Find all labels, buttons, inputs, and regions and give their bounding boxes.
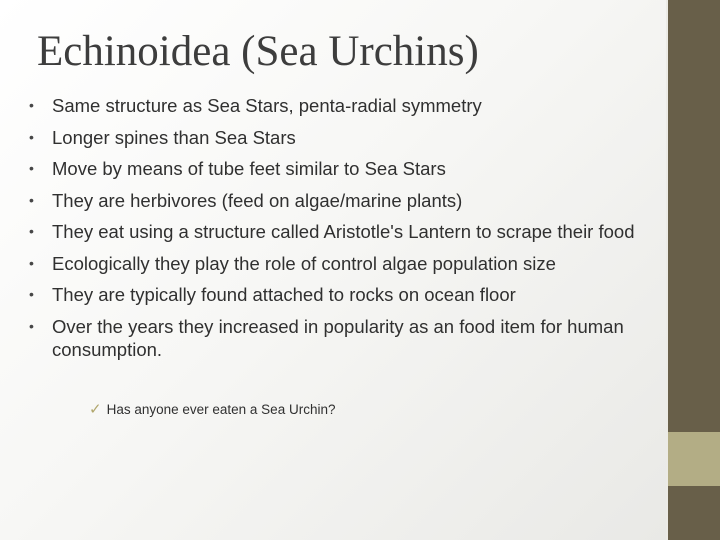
bullet-dot-icon: •: [29, 128, 34, 145]
bullet-item: [26, 157, 656, 180]
bullet-text: Ecologically they play the role of control algae population size: [52, 252, 556, 274]
bullet-dot-icon: •: [29, 97, 34, 113]
bullet-dot-icon: •: [29, 317, 34, 334]
sub-bullet-item: [89, 400, 649, 420]
bullet-dot-icon: •: [29, 286, 34, 302]
bullet-text: They eat using a structure called Aristotle's Lantern to scrape their food: [52, 221, 635, 242]
bullet-item: [26, 94, 656, 117]
bullet-item: [26, 189, 656, 212]
bullet-dot-icon: •: [29, 160, 34, 176]
bullet-item: [26, 220, 656, 243]
bullet-text: They are herbivores (feed on algae/marine plants): [52, 189, 463, 211]
bullet-text: Move by means of tube feet similar to Sea Stars: [52, 158, 446, 179]
bullet-item: [26, 283, 656, 306]
sub-bullet-text: Has anyone ever eaten a Sea Urchin?: [106, 402, 336, 417]
bullet-text: Over the years they increased in popularity as an food item for human consumption.: [52, 315, 624, 360]
bullet-text: Longer spines than Sea Stars: [52, 126, 296, 148]
bullet-item: [26, 252, 656, 275]
checkmark-icon: ✓: [89, 401, 102, 418]
slide-title: Echinoidea (Sea Urchins): [37, 28, 479, 75]
bullet-dot-icon: •: [29, 191, 34, 208]
bullet-dot-icon: •: [29, 254, 34, 271]
bullet-dot-icon: •: [29, 223, 34, 239]
bullet-text: Same structure as Sea Stars, penta-radial symmetry: [52, 95, 482, 116]
bullet-text: They are typically found attached to rocks on ocean floor: [52, 284, 516, 305]
side-accent-block: [668, 432, 720, 486]
bullet-item: [26, 315, 656, 361]
bullet-list: [26, 94, 656, 369]
bullet-item: [26, 126, 656, 149]
